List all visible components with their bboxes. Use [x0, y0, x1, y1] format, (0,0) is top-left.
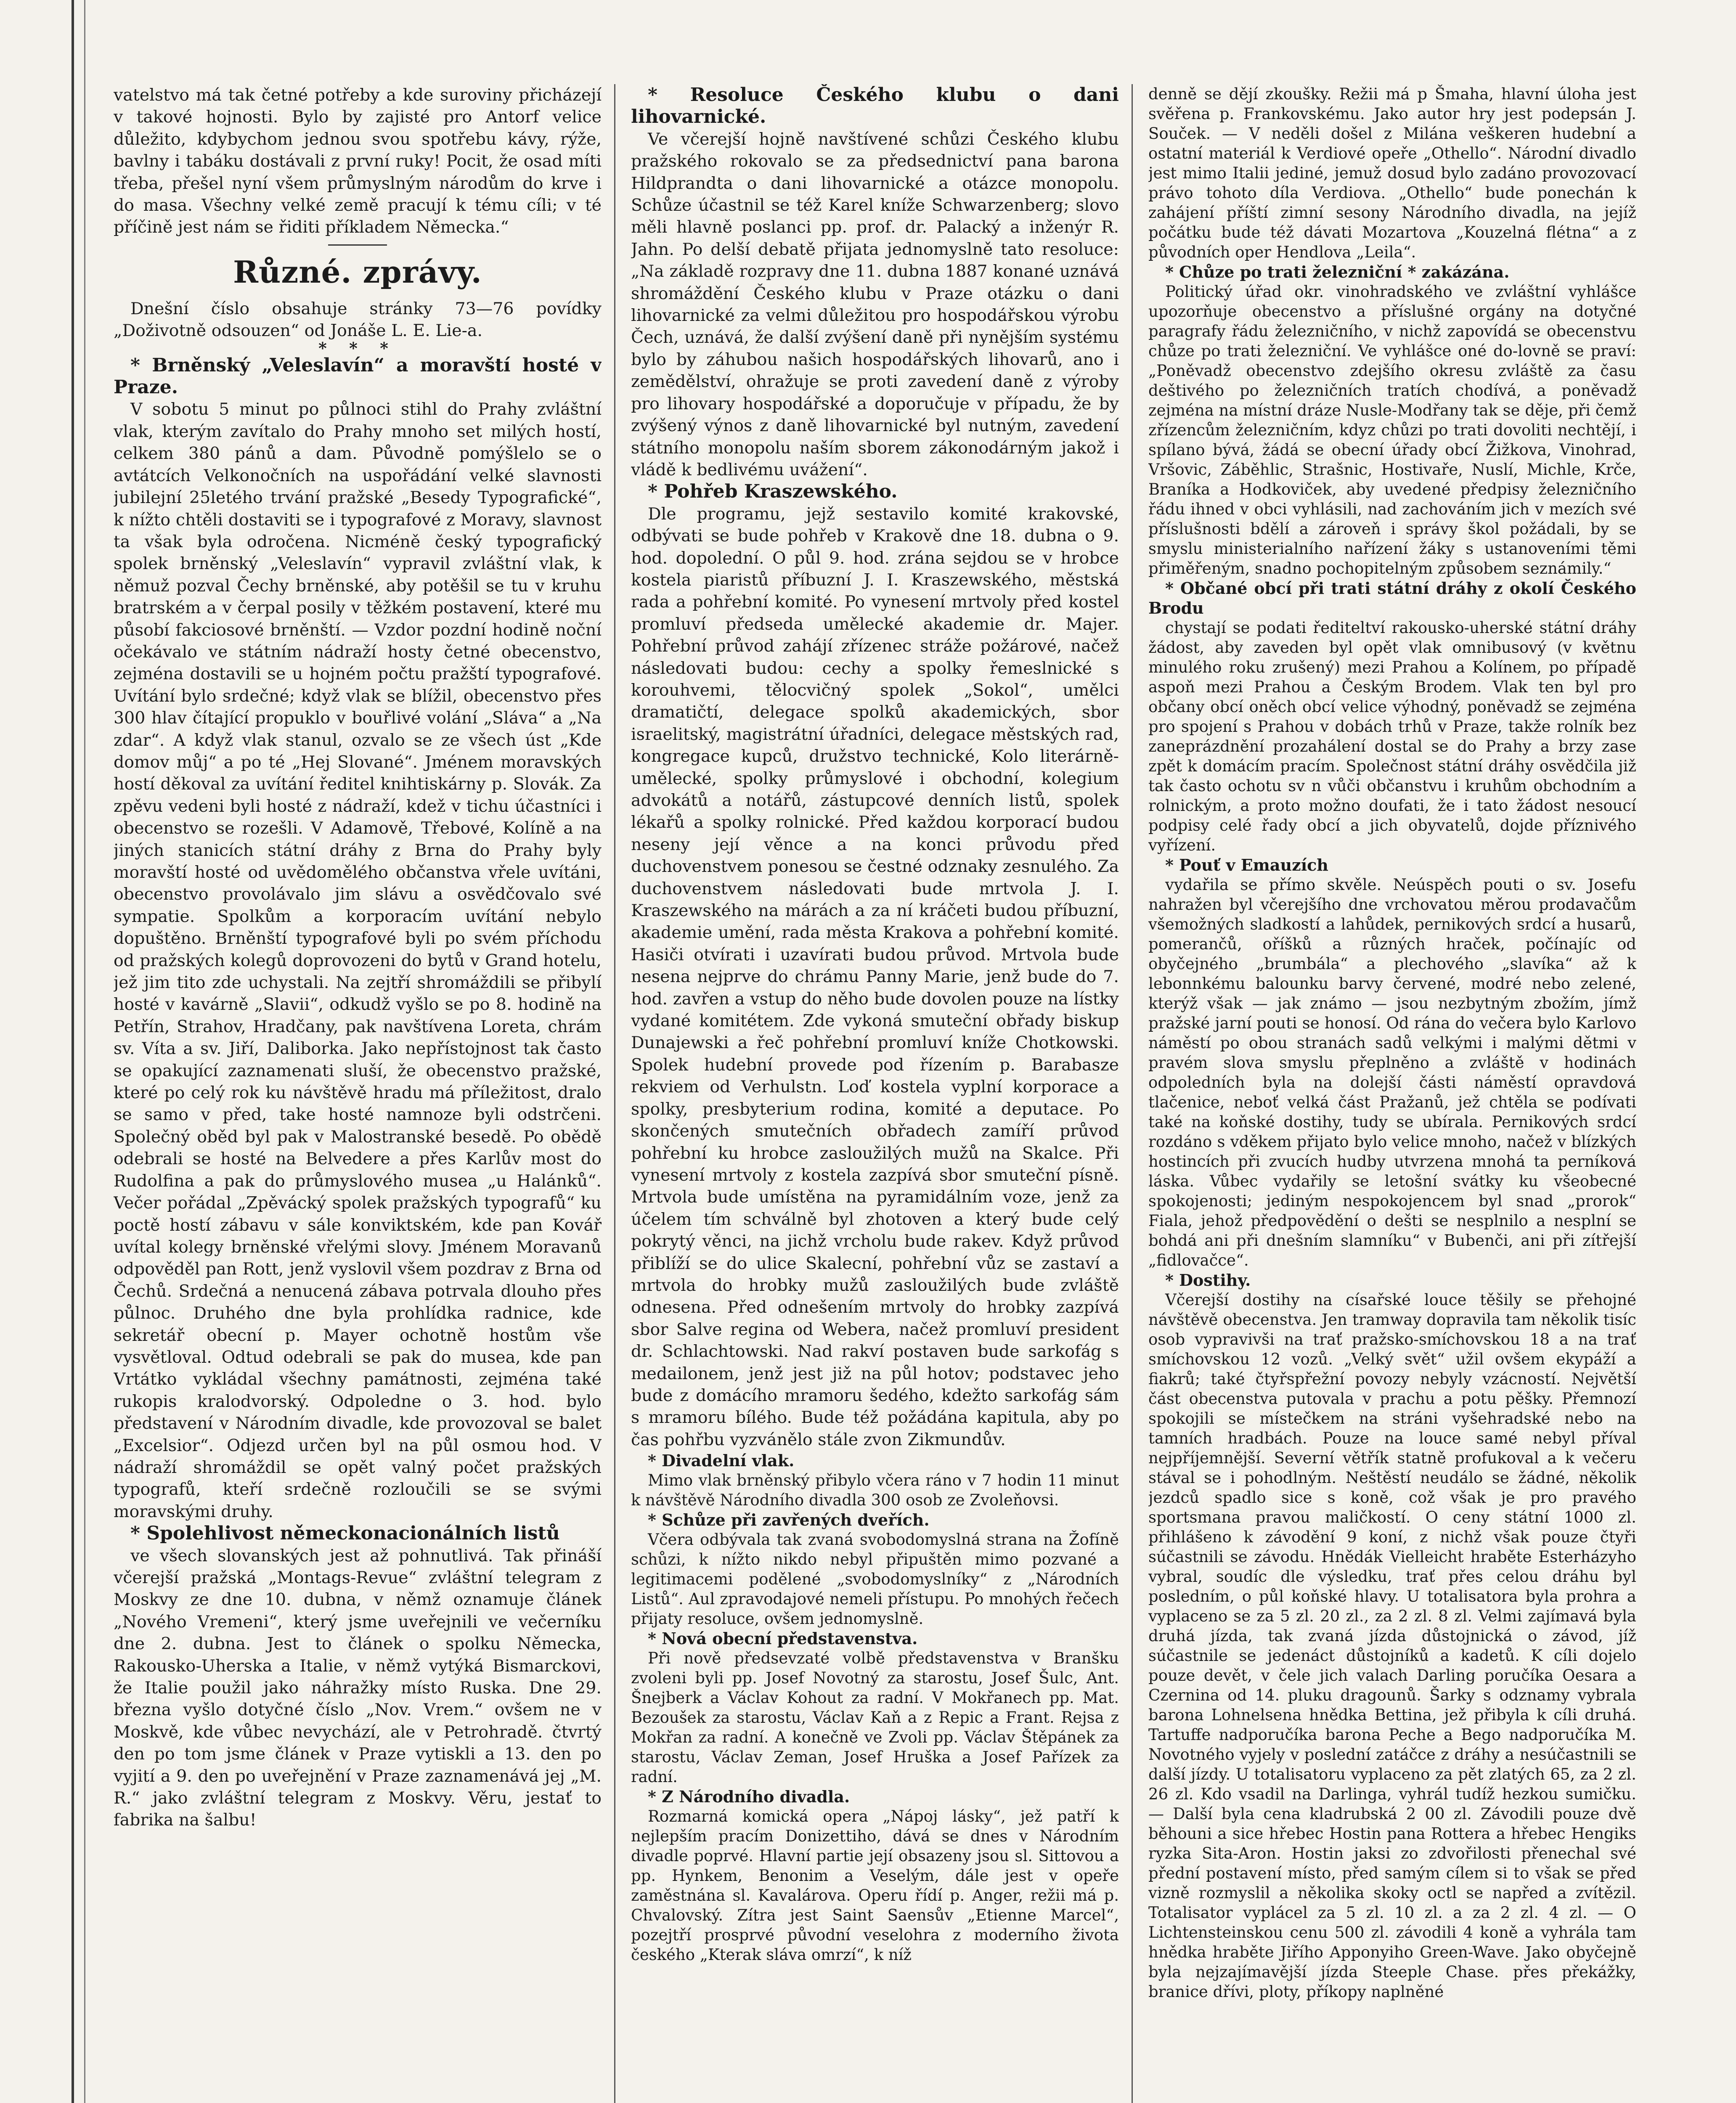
article-heading: * Pohřeb Kraszewského.: [648, 481, 898, 503]
article-body: Při nově předsevzaté volbě představenstva v Branšku zvoleni byli pp. Josef Novotný za starostu, Josef Šulc, Ant. Šnejberk a Václav Kohout za radní. V Mokřanech pp. Mat. Bezoušek za starostu, Václav Kaň a z Repic a Frant. Rejsa z Mokřan za radní. A konečně ve Zvoli pp. Václav Štěpánek za starostu, Václav Zeman, Josef Hruška a Josef Pařízek za radní.: [631, 1649, 1119, 1786]
column-3: [1148, 84, 1636, 2103]
article-heading: * Resoluce Českého klubu o dani lihovarnické.: [631, 84, 1119, 128]
page-edge-rule-inner: [84, 0, 85, 2103]
stars-ornament: * * *: [318, 338, 397, 358]
article-body: Mimo vlak brněnský přibylo včera ráno v 7 hodin 11 minut k návštěvě Národního divadla 300 osob ze Zvoleňovsi.: [631, 1471, 1119, 1510]
section-title: Různé. zprávy.: [233, 254, 482, 290]
newspaper-page: [97, 84, 1653, 2103]
article-heading: * Brněnský „Veleslavín“ a moravští hosté v Praze.: [114, 354, 602, 398]
article-continuation: denně se dějí zkoušky. Režii má p Šmaha, hlavní úloha jest svěřena p. Frankovskému. Jako autor hry jest podepsán J. Souček. — V neděli došel z Milána veškeren hudební a ostatní materiál k Verdiové opeře „Othello“. Národní divadlo jest mimo Italii jediné, jemuž dosud bylo zadáno provozovací právo tohoto díla Verdiova. „Othello“ bude ponechán k zahájení příští zimní sesony Národního divadla, na jejíž počátku bude též dávati Mozartova „Kouzelná flétna“ a z původních oper Hendlova „Leila“.: [1148, 85, 1636, 261]
article-heading: * Schůze při zavřených dveřích.: [648, 1510, 930, 1530]
divider-rule: [328, 244, 387, 246]
article-heading: * Z Národního divadla.: [648, 1787, 850, 1806]
column-2: [631, 84, 1119, 2103]
article-body: ve všech slovanských jest až pohnutlivá. Tak přináší včerejší pražská „Montags-Revue“ zvláštní telegram z Moskvy ze dne 10. dubna, v němž oznamuje článek „Nového Vremeni“, který jsme uveřejnili ve večerníku dne 2. dubna. Jest to článek o spolku Německa, Rakousko-Uherska a Italie, v němž vytýká Bismarckovi, že Italie použil jako náhražky místo Ruska. Dne 29. března vyšlo dotyčné číslo „Nov. Vrem.“ ovšem ne v Moskvě, kde vůbec nevychází, ale v Petrohradě. čtvrtý den po tom jsme článek v Praze vytiskli a 13. den po vyjití a 9. den po uveřejnění v Praze zaznamenává jej „M. R.“ jako zvláštní telegram z Moskvy. Věru, jestať to fabrika na šalbu!: [114, 1546, 602, 1830]
article-body: Ve včerejší hojně navštívené schůzi Českého klubu pražského rokovalo se za předsednictví pana barona Hildprandta o dani lihovarnické a otázce monopolu. Schůze účastnil se též Karel kníže Schwarzenberg; slovo měli hlavně poslanci pp. prof. dr. Palacký a inženýr R. Jahn. Po delší debatě přijata jednomyslně tato resoluce: „Na základě rozpravy dne 11. dubna 1887 konané uznává shromáždění Českého klubu v Praze otázku o dani lihovarnické za velmi důležitou pro hospodářskou výrobu Čech, uznává, že další zvýšení daně při nynějším systému bylo by záhubou našich hospodářských lihovarů, ano i zemědělství, ohražuje se proti zavedení daně z výroby pro lihovary hospodářské a doporučuje v případu, že by zvýšený výnos z daně lihovarnické byl nutným, zavedení státního monopolu naším sborem zákonodárným jakož i vládě k bedlivému uvážení“.: [631, 129, 1119, 479]
article-body: Rozmarná komická opera „Nápoj lásky“, jež patří k nejlepším pracím Donizettiho, dává se dnes v Národním divadle poprvé. Hlavní partie její obsazeny jsou sl. Sittovou a pp. Hynkem, Benonim a Veselým, dále jest v opeře zaměstnána sl. Kavalárova. Operu řídí p. Anger, režii má p. Chvalovský. Zítra jest Saint Saensův „Etienne Marcel“, pozejtří prosprvé původní veselohra z moderního života českého „Kterak sláva omrzí“, k níž: [631, 1807, 1119, 1964]
article-heading: * Divadelní vlak.: [648, 1451, 795, 1470]
page-edge-rule: [72, 0, 74, 2103]
article-heading: * Nová obecní představenstva.: [648, 1629, 918, 1648]
column-divider: [614, 84, 615, 2103]
article-body: Včerejší dostihy na císařské louce těšily se přehojné návštěvě obecenstva. Jen tramway dopravila tam několik tisíc osob vypravivši na trať pražsko-smíchovskou 18 a na trať smíchovskou 12 vozů. „Velký svět“ užil ovšem ekypáží a fiakrů; také čtyřspřežní povozy nebyly vzácností. Největší část obecenstva putovala v prachu a potu pěšky. Přemnozí spokojili se místečkem na stráni vyšehradské nebo na tamních hradbách. Pouze na louce samé nebyl příval nejpříjemnější. Severní větřík statně profukoval a k večeru stával se i pohodlným. Neštěstí neudálo se žádné, několik jezdců spadlo sice s koně, což však je pro pravého sportsmana pravou maličkostí. O ceny státní 1000 zl. přihlášeno k závodění 9 koní, z nichž však pouze čtyři súčastnili se závodu. Hnědák Vielleicht hraběte Esterházyho vybral, soudíc dle výsledku, trať přes celou dráhu byl posledním, o půl koňské hlavy. U totalisatora byla prohra a vyplaceno se za 5 zl. 20 zl., za 2 zl. 8 zl. Velmi zajímavá byla druhá jízda, tak zvaná jízda důstojnická o závod, jíž súčastnile se jedenáct důstojníků a kadetů. K cíli dojelo pouze devět, v čele jich valach Darling poručíka Oesara a Czernina od 14. pluku dragounů. Šarky s odznamy vybrala barona Lohnelsena hnědka Bettina, jež přibyla k cíli druhá. Tartuffe nadporučíka barona Peche a Bego nadporučíka M. Novotného vyjely v poslední zatáčce z dráhy a nesúčastnili se další jízdy. U totalisatoru vyplaceno za pět zlatých 65, za 2 zl. 26 zl. Kdo vsadil na Darlinga, vyhrál tudíž hezkou sumičku. — Další byla cena kladrubská 2 00 zl. Závodili pouze dvě běhouni a sice hřebec Hostin pana Rottera a hřebec Hengiks ryzka Sita-Aron. Hostin jaksi zo zdvořilosti přenechal své přední postavení místo, před samým cílem si to však se před vizně rozmyslil a několika skoky octl se napřed a zvítězil. Totalisator vyplácel za 5 zl. 10 zl. a za 2 zl. 4 zl. — O Lichtensteinskou cenu 500 zl. závodili 4 koně a vyhrála tam hnědka hraběte Jiřího Apponyiho Green-Wave. Jako obyčejně byla nejzajímavější jízda Steeple Chase. přes překážky, branice dřívi, ploty, příkopy naplněné: [1148, 1291, 1636, 2001]
article-body: Dle programu, jejž sestavilo komité krakovské, odbývati se bude pohřeb v Krakově dne 18. dubna o 9. hod. dopolední. O půl 9. hod. zrána sejdou se v hrobce kostela piaristů příbuzní J. I. Kraszewského, městská rada a pohřební komité. Po vynesení mrtvoly před kostel promluví předseda umělecké akademie dr. Majer. Pohřební průvod zahájí zřízenec stráže požárové, načež následovati budou: cechy a spolky řemeslnické s korouhvemi, tělocvičný spolek „Sokol“, umělci dramatičtí, delegace spolků akademických, sbor israelitský, magistrátní úřadníci, delegace městských rad, kongregace kupců, družstvo technické, Kolo literárně-umělecké, spolky průmyslové i obchodní, kolegium advokátů a notářů, zástupcové denních listů, spolek lékařů a spolky rolnické. Před každou korporací budou neseny její věnce a na konci průvodu před duchovenstvem ponesou se čestné odznaky zesnulého. Za duchovenstvem následovati bude mrtvola J. I. Kraszewského na márách a za ní kráčeti budou příbuzní, akademie umění, rada města Krakova a pohřební komité. Hasiči otvírati i uzavírati budou průvod. Mrtvola bude nesena nejprve do chrámu Panny Marie, jenž bude do 7. hod. zavřen a vstup do něho bude dovolen pouze na lístky vydané komitétem. Zde vykoná smuteční obřady biskup Dunajewski a řeč pohřební promluví kníže Chotkowski. Spolek hudební provede pod řízením p. Barabasze rekviem od Verhulstn. Loď kostela vyplní korporace a spolky, presbyterium rodina, komité a deputace. Po skončených smutečních obřadech zamíří průvod pohřební ku hrobce zasloužilých mužů na Skalce. Při vynesení mrtvoly z kostela zazpívá sbor smuteční písně. Mrtvola bude umístěna na pyramidálním voze, jenž za účelem tím schválně byl zhotoven a který bude celý pokrytý věnci, na jichž vrcholu bude rakev. Když průvod přiblíží se do ulice Skalecní, pohřební vůz se zastaví a mrtvola do hrobky mužů zasloužilých bude zvláště odnesena. Před odnešením mrtvoly do hrobky zazpívá sbor Salve regina od Webera, načež promluví president dr. Schlachtowski. Nad rakví postaven bude sarkofág s medailonem, jenž jest již na půl hotov; podstavec jeho bude z domácího mramoru šedého, kdežto sarkofág sám s mramoru bílého. Bude též požádána kapitula, aby po čas pohřbu vyzvánělo stále zvon Zikmundův.: [631, 504, 1119, 1449]
article-body: Včera odbývala tak zvaná svobodomyslná strana na Žofíně schůzi, k nížto nikdo nebyl připuštěn mimo pozvané a legitimacemi podělené „svobodomyslníky“ z „Národních Listů“. Aul zpravodajové nemeli přístupu. Po mnohých řečech přijaty resoluce, ovšem jednomyslně.: [631, 1531, 1119, 1628]
column-divider: [1132, 84, 1133, 2103]
article-heading: * Chůze po trati železniční * zakázána.: [1165, 262, 1510, 281]
article-heading: * Dostihy.: [1165, 1271, 1251, 1290]
article-body: V sobotu 5 minut po půlnoci stihl do Prahy zvláštní vlak, kterým zavítalo do Prahy mnoho set milých hostí, celkem 380 pánů a dam. Původně pomýšlelo se o avtátcích Velkonočních na uspořádání velké slavnosti jubilejní 25letého trvání pražské „Besedy Typografické“, k nížto chtěli dostaviti se i typografové z Moravy, slavnost ta však byla odročena. Nicméně český typografický spolek brněnský „Veleslavín“ vypravil zvláštní vlak, k němuž pozval Čechy brněnské, aby potěšil se tu v kruhu bratrském a v čerpal posily v těžkém postavení, které mu působí fakciosové brněnští. — Vzdor pozdní hodině noční očekávalo ve státním nádraží hosty četné obecenstvo, zejména dostavili se u hojném počtu pražští typografové. Uvítání bylo srdečné; když vlak se blížil, obecenstvo přes 300 hlav čítající propuklo v bouřlivé volání „Sláva“ a „Na zdar“. A když vlak stanul, ozvalo se ze všech úst „Kde domov můj“ a po té „Hej Slované“. Jménem moravských hostí děkoval za uvítání ředitel knihtiskárny p. Slovák. Za zpěvu vedeni byli hosté z nádraží, kdež v tichu účastníci i obecenstvo se rozešli. V Adamově, Třebové, Kolíně a na jiných stanicích státní dráhy z Brna do Prahy byly moravští hosté od uvědomělého občanstva vřele uvítáni, obecenstvo provolávalo jim slávu a osvědčovalo své sympatie. Spolkům a korporacím uvítání nebylo dopuštěno. Brněnští typografové byli po svém příchodu od pražských kolegů doprovozeni do bytů v Grand hotelu, jež jim tito zde uchystali. Na zejtří shromáždili se přibylí hosté v kavárně „Slavii“, odkudž vyšlo se po 8. hodině na Petřín, Strahov, Hradčany, pak navštívena Loreta, chrám sv. Víta a sv. Jiří, Daliborka. Jako nepřístojnost tak často se opakující zaznamenati sluší, že obecenstvo pražské, které po celý rok ku návštěvě hradu má příležitost, dralo se samo v před, take hosté namnoze byli odstrčeni. Společný oběd byl pak v Malostranské besedě. Po obědě odebrali se hosté na Belvedere a přes Karlův most do Rudolfina a pak do průmyslového musea „u Halánků“. Večer pořádal „Zpěvácký spolek pražských typografů“ ku poctě hostí zábavu v sále konviktském, kde pan Kovář uvítal kolegy brněnské vřelými slovy. Jménem Moravanů odpověděl pan Rott, jenž vyslovil všem pozdrav z Brna od Čechů. Srdečná a nenucená zábava potrvala dlouho přes půlnoc. Druhého dne byla prohlídka radnice, kde sekretář obecní p. Mayer ochotně hostům vše vysvětloval. Odtud odebrali se pak do musea, kde pan Vrtátko vykládal všechny památnosti, zejména také rukopis kralodvorský. Odpoledne o 3. hod. bylo představení v Národním divadle, kde provozoval se balet „Excelsior“. Odjezd určen byl na půl osmou hod. V nádraží shromáždil se opět valný počet pražských typografů, kteří srdečně rozloučili se se svými moravskými druhy.: [114, 400, 602, 1521]
article-body: vydařila se přímo skvěle. Neúspěch pouti o sv. Josefu nahražen byl včerejšího dne vrchovatou měrou prodavačům všemožných sladkostí a lahůdek, pernikových srdcí a husarů, pomerančů, oříšků a různých hraček, počínajíc od obyčejného „brumbála“ a plechového „slavíka“ až k lebonnkému balounku barvy červené, modré nebo zelené, kterýž však — jak známo — jsou nezbytným zbožím, jímž pražské jarní pouti se honosí. Od rána do večera bylo Karlovo náměstí po obou stranách sadů velkými i malými dětmi v pravém slova smyslu přeplněno a zvláště v hodinách odpoledních byla na dolejší části náměstí opravdová tlačenice, neboť velká část Pražanů, jež chtěla se podívati také na koňské dostihy, tudy se ubírala. Pernikových srdcí rozdáno s vděkem přijato bylo velice mnoho, načež v blízkých hostincích při zvucích hudby utvrzena mnohá ta perníková láska. Vůbec vydařily se letošní svátky ku všeobecné spokojenosti; jediným nespokojencem byl snad „prorok“ Fiala, jehož předpovědění o dešti se nesplnilo a nesplní se bohdá ani při dnešním slamníku“ v Bubenči, ani při zítřejší „fidlovačce“.: [1148, 876, 1636, 1269]
column-1: [114, 84, 602, 2103]
article-heading: * Pouť v Emauzích: [1165, 856, 1328, 874]
article-heading: * Občané obcí při trati státní dráhy z okolí Českého Brodu: [1148, 579, 1636, 617]
article-body: Politický úřad okr. vinohradského ve zvláštní vyhlášce upozorňuje obecenstvo a příslušné orgány na dotyčné paragrafy řádu železničního, v nichž zapovídá se obecenstvu chůze po trati železniční. Ve vyhlášce oné do-lovně se praví: „Poněvadž obecenstvo zdejšího okresu zvláště za času deštivého po železničních tratích chodívá, a poněvadž zejména na místní dráze Nusle-Modřany tak se děje, při čemž zřízencům železničním, kdyz chůzi po trati dovoliti nechtějí, i spílano bývá, žádá se obecní úřady obcí Žižkova, Vinohrad, Vršovic, Záběhlic, Strašnic, Hostivaře, Nuslí, Michle, Krče, Braníka a Hodkoviček, aby uvedené předpisy železničního řádu ihned v obci vyhlásili, nad zachováním jich v mezích své příslušnosti bdělí a zároveň i správy škol požádali, by se smyslu ministerialního nařízení žáky s ustanoveními těmi přiměřeným, snadno pochopitelným způsobem seznámily.“: [1148, 283, 1636, 577]
article-heading: * Spolehlivost německonacionálních listů: [130, 1523, 560, 1544]
intro-paragraph: vatelstvo má tak četné potřeby a kde suroviny přicházejí v takové hojnosti. Bylo by zajisté pro Antorf velice důležito, kdybychom jednou svou spotřebu kávy, rýže, bavlny i tabáku dostávali z první ruky! Pocit, že osad míti třeba, přešel nyní všem průmyslným národům do krve i do masa. Všechny velké země pracují k tému cíli; v té příčině jest nám se řiditi příkladem Německa.“: [114, 85, 602, 237]
notice-paragraph: Dnešní číslo obsahuje stránky 73—76 povídky „Doživotně odsouzen“ od Jonáše L. E. Lie-a.: [114, 299, 602, 341]
article-body: chystají se podati řediteltví rakousko-uherské státní dráhy žádost, aby zaveden byl opět vlak omnibusový (v květnu minulého roku zrušený) mezi Prahou a Kolínem, po případě aspoň mezi Prahou a Českým Brodem. Vlak ten byl pro občany obcí oněch obcí velice výhodný, poněvadž se zejména pro spojení s Prahou v dobách trhů v Praze, takže rolník bez zaneprázdnění prozahálení dostal se do Prahy a brzy zase zpět k domácím pracím. Společnost státní dráhy osvědčila již tak často ochotu sv n vůči občanstvu i kruhům obchodním a rolnickým, a proto možno doufati, že i tato žádost nesoucí podpisy celé řady obcí a jich obyvatelů, dojde příznivého vyřízení.: [1148, 619, 1636, 854]
